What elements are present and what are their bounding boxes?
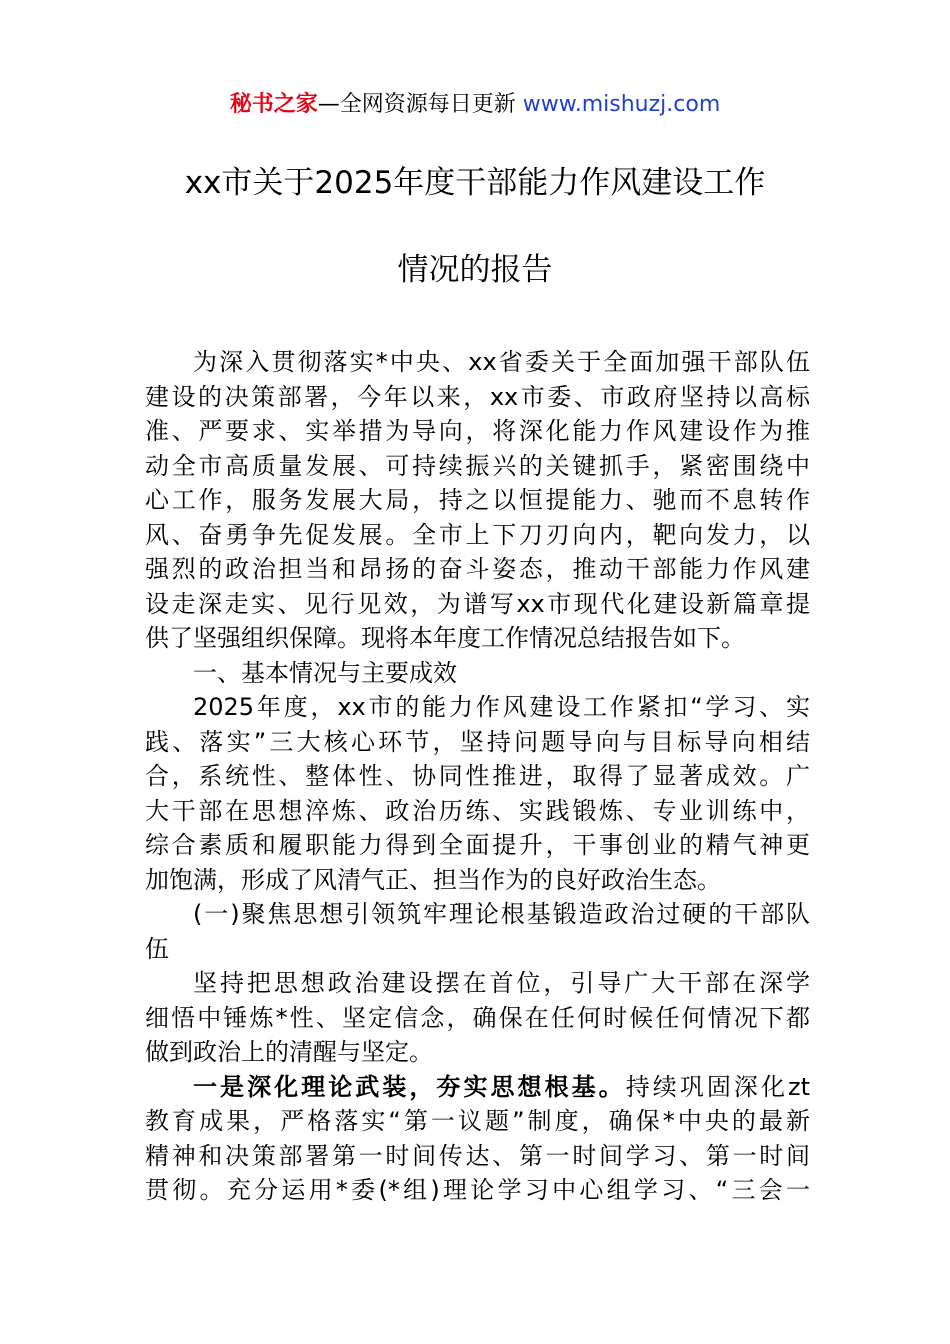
section-heading: 一、基本情况与主要成效 xyxy=(193,658,457,687)
document-title xyxy=(100,160,850,294)
text-line: 加饱满，形成了风清气正、担当作为的良好政治生态。 xyxy=(145,865,721,894)
text-line: (一)聚焦思想引领筑牢理论根基锻造政治过硬的干部队 xyxy=(193,900,810,928)
text-line: 心工作，服务发展大局，持之以恒提能力、驰而不息转作 xyxy=(145,486,810,514)
text-line: 动全市高质量发展、可持续振兴的关键抓手，紧密围绕中 xyxy=(145,451,810,480)
text-line: 强烈的政治担当和昂扬的奋斗姿态，推动干部能力作风建 xyxy=(145,555,810,583)
text-line: 伍 xyxy=(145,934,169,963)
bold-lead: 一是深化理论武装，夯实思想根基。 xyxy=(193,1072,626,1101)
text-line: 为深入贯彻落实*中央、xx省委关于全面加强干部队伍 xyxy=(193,348,810,376)
text-line xyxy=(145,1070,810,1105)
text-line: 践、落实”三大核心环节，坚持问题导向与目标导向相结 xyxy=(145,727,810,756)
text-line: 教育成果，严格落实“第一议题”制度，确保*中央的最新 xyxy=(145,1107,810,1135)
site-header xyxy=(0,88,950,122)
site-slogan: —全网资源每日更新 xyxy=(317,92,516,117)
text-line: 坚持把思想政治建设摆在首位，引导广大干部在深学 xyxy=(193,969,810,997)
text-line: 贯彻。充分运用*委(*组)理论学习中心组学习、“三会一 xyxy=(145,1176,810,1204)
paragraph-summary xyxy=(145,690,810,897)
text-line: 风、奋勇争先促发展。全市上下刀刃向内，靶向发力，以 xyxy=(145,520,810,549)
text-line: 2025年度，xx市的能力作风建设工作紧扣“学习、实 xyxy=(193,693,810,721)
title-line-2: 情况的报告 xyxy=(397,252,553,288)
text-line: 做到政治上的清醒与坚定。 xyxy=(145,1038,433,1066)
text-line: 设走深走实、见行见效，为谱写xx市现代化建设新篇章提 xyxy=(145,589,810,618)
text-line: 综合素质和履职能力得到全面提升，干事创业的精气神更 xyxy=(145,831,810,859)
document-body xyxy=(145,345,810,1208)
site-name: 秘书之家 xyxy=(229,92,318,117)
subsection-heading xyxy=(145,897,810,966)
lead-rest: 持续巩固深化zt xyxy=(625,1072,810,1101)
title-line-1: xx市关于2025年度干部能力作风建设工作 xyxy=(184,165,766,201)
text-line: 精神和决策部署第一时间传达、第一时间学习、第一时间 xyxy=(145,1141,810,1170)
text-line: 准、严要求、实举措为导向，将深化能力作风建设作为推 xyxy=(145,417,810,445)
text-line: 供了坚强组织保障。现将本年度工作情况总结报告如下。 xyxy=(145,624,745,652)
text-line: 大干部在思想淬炼、政治历练、实践锻炼、专业训练中， xyxy=(145,796,810,825)
site-url-link[interactable]: www.mishuzj.com xyxy=(522,92,721,117)
paragraph-intro xyxy=(145,345,810,656)
paragraph-political xyxy=(145,966,810,1070)
text-line: 建设的决策部署，今年以来，xx市委、市政府坚持以高标 xyxy=(145,382,810,411)
text-line: 合，系统性、整体性、协同性推进，取得了显著成效。广 xyxy=(145,762,810,790)
paragraph-theory xyxy=(145,1070,810,1208)
text-line: 细悟中锤炼*性、坚定信念，确保在任何时候任何情况下都 xyxy=(145,1003,810,1032)
